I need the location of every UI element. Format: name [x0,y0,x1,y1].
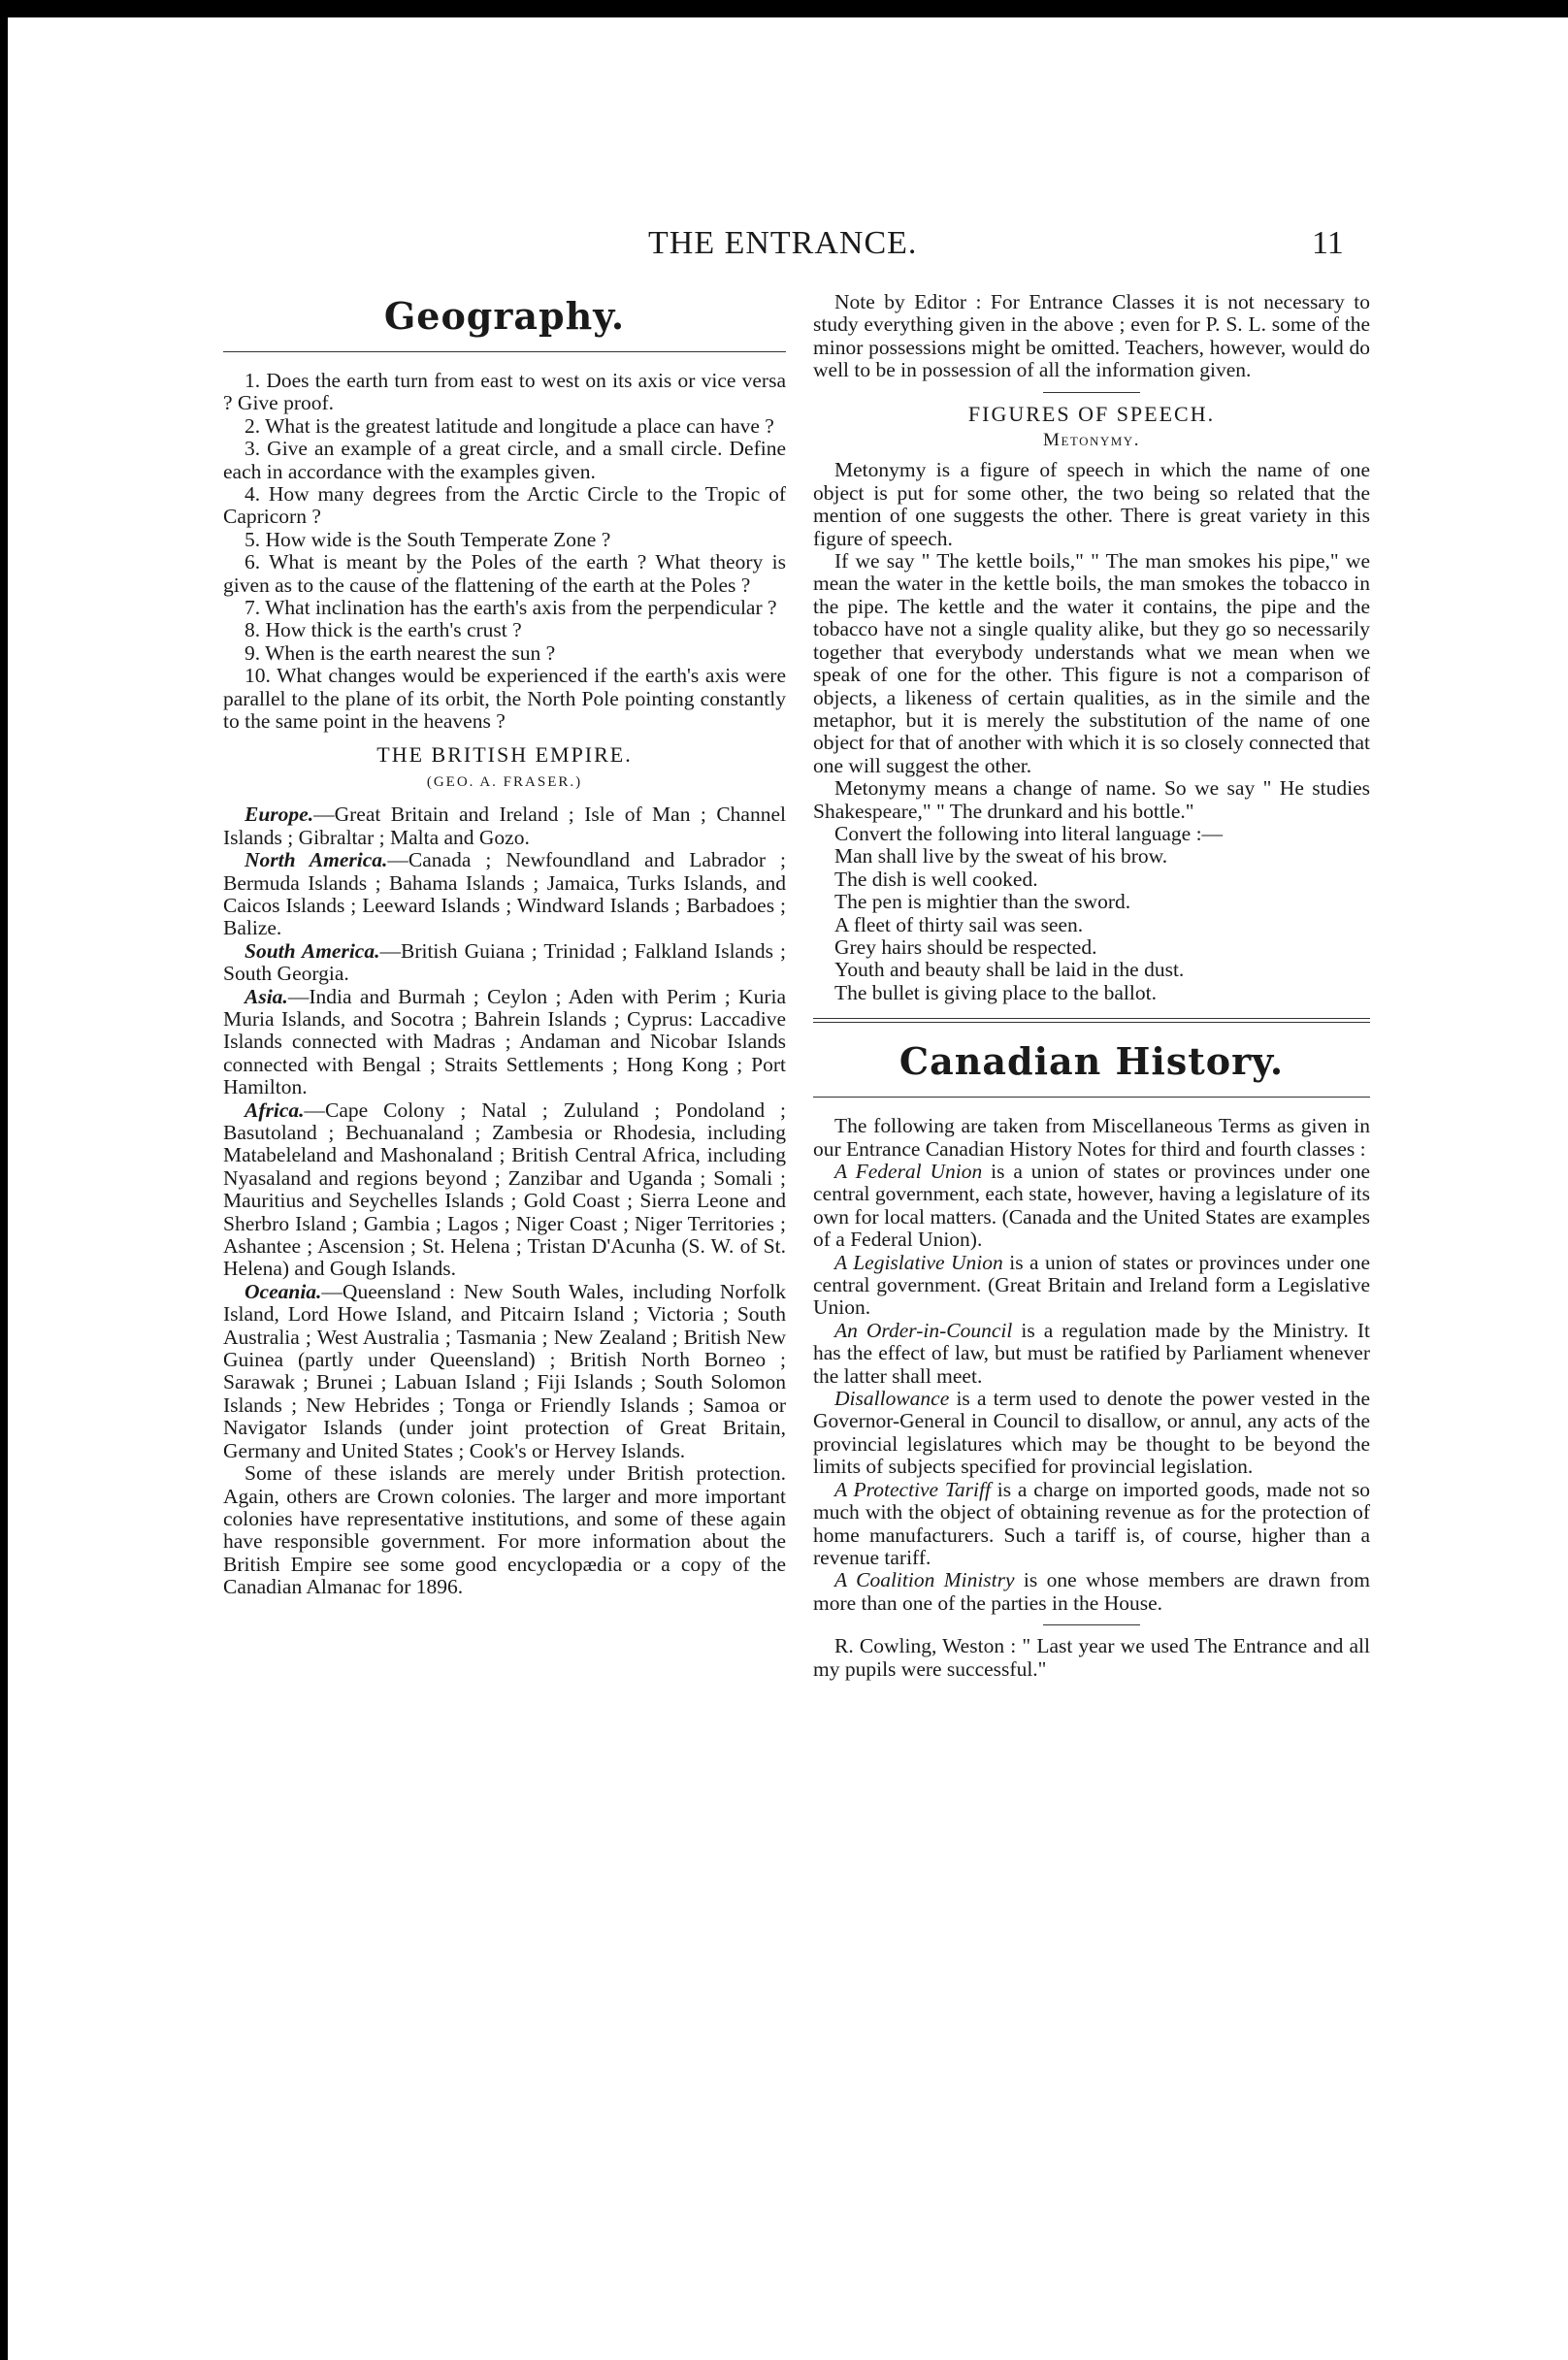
question-3: 3. Give an example of a great circle, and a small circle. Define each in accordance with the examples given. [223,437,786,483]
british-empire-author: (GEO. A. FRASER.) [426,773,583,790]
term-disallowance: Disallowance is a term used to denote the power vested in the Governor-General in Council to disallow, or annul, any acts of the provincial legislatures which may be thought to be beyond the limits of subjects specified for provincial legislation. [813,1387,1370,1479]
exercise-sentence: Man shall live by the sweat of his brow. [834,844,1168,869]
metonymy-definition: Metonymy is a figure of speech in which the name of one object is put for some other, the two being so related that the mention of one suggests the other. There is great variety in this figure of speech. [813,458,1370,550]
term-coalition-ministry: A Coalition Ministry is one whose members are drawn from more than one of the parties in the House. [813,1568,1370,1615]
region-asia: Asia.—India and Burmah ; Ceylon ; Aden with Perim ; Kuria Muria Islands, and Socotra ; Bahrein Islands ; Cyprus: Laccadive Islands connected with Madras ; Andaman and Nicobar Islands connected with Bengal ; Straits Settlements ; Hong Kong ; Port Hamilton. [223,984,786,1099]
exercise-sentence: Grey hairs should be respected. [834,934,1097,959]
left-column [223,291,786,1599]
empire-closing: Some of these islands are merely under British protection. Again, others are Crown colonies. The larger and more important colonies have representative institutions, and some of these again have responsible government. For more information about the British Empire see some good encyclopædia or a copy of the Canadian Almanac for 1896. [223,1461,786,1599]
metonymy-heading: Metonymy. [1043,430,1140,451]
term-federal-union: A Federal Union is a union of states or provinces under one central government, each state, however, having a legislature of its own for local matters. (Canada and the United States are examples of a Federal Union). [813,1160,1370,1252]
exercise-sentence: The bullet is giving place to the ballot. [834,980,1157,1004]
exercise-instruction: Convert the following into literal language :— [834,821,1224,845]
region-oceania: Oceania.—Queensland : New South Wales, including Norfolk Island, Lord Howe Island, and Pitcairn Island ; Victoria ; South Australia ; West Australia ; Tasmania ; New Zealand ; British New Guinea (partly under Queensland) ; British North Borneo ; Sarawak ; Brunei ; Labuan Island ; Fiji Islands ; South Solomon Islands ; New Hebrides ; Tonga or Friendly Islands ; Samoa or Navigator Islands (under joint protection of Great Britain, Germany and United States ; Cook's or Hervey Islands. [223,1279,786,1462]
question-9: 9. When is the earth nearest the sun ? [245,640,556,665]
metonymy-meaning: Metonymy means a change of name. So we say " He studies Shakespeare," " The drunkard and his bottle." [813,776,1370,823]
divider [1043,1624,1140,1625]
exercise-sentence: Youth and beauty shall be laid in the dust. [834,958,1185,982]
region-south-america: South America.—British Guiana ; Trinidad ; Falkland Islands ; South Georgia. [223,938,786,986]
question-2: 2. What is the greatest latitude and longitude a place can have ? [245,413,774,438]
page-number: 11 [1312,225,1344,261]
divider [1043,392,1140,393]
question-1: 1. Does the earth turn from east to west on its axis or vice versa ? Give proof. [223,369,786,415]
exercise-sentence: The dish is well cooked. [834,867,1038,891]
editor-note: Note by Editor : For Entrance Classes it is not necessary to study everything given in the above ; even for P. S. L. some of the minor possessions might be omitted. Teachers, however, would do well to be in possession of all the information given. [813,290,1370,382]
testimonial: R. Cowling, Weston : " Last year we used The Entrance and all my pupils were successful." [813,1634,1370,1681]
question-10: 10. What changes would be experienced if the earth's axis were parallel to the plane of its orbit, the North Pole pointing constantly to the same point in the heavens ? [223,664,786,734]
question-7: 7. What inclination has the earth's axis from the perpendicular ? [245,596,777,620]
history-intro: The following are taken from Miscellaneous Terms as given in our Entrance Canadian History Notes for third and fourth classes : [813,1114,1370,1161]
canadian-history-heading: Canadian History. [898,1039,1285,1084]
term-order-in-council: An Order-in-Council is a regulation made by the Ministry. It has the effect of law, but must be ratified by Parliament whenever the latter shall meet. [813,1318,1370,1388]
divider [223,351,786,352]
figures-heading: FIGURES OF SPEECH. [967,401,1216,426]
british-empire-heading: THE BRITISH EMPIRE. [376,741,633,767]
term-legislative-union: A Legislative Union is a union of states or provinces under one central government. (Great Britain and Ireland form a Legislative Union. [813,1250,1370,1320]
exercise-sentence: A fleet of thirty sail was seen. [834,912,1084,936]
right-column [813,291,1370,1681]
region-africa: Africa.—Cape Colony ; Natal ; Zululand ; Pondoland ; Basutoland ; Bechuanaland ; Zambesia or Rhodesia, including Matabeleland and Mashonaland ; British Central Africa, including Nyasaland and regions beyond ; Zanzibar and Uganda ; Somali ; Mauritius and Seychelles Islands ; Gold Coast ; Sierra Leone and Sherbro Island ; Gambia ; Lagos ; Niger Coast ; Niger Territories ; Ashantee ; Ascension ; St. Helena ; Tristan D'Acunha (S. W. of St. Helena) and Gough Islands. [223,1098,786,1281]
question-5: 5. How wide is the South Temperate Zone ? [245,527,611,551]
question-4: 4. How many degrees from the Arctic Circle to the Tropic of Capricorn ? [223,482,786,529]
exercise-sentence: The pen is mightier than the sword. [834,890,1131,914]
region-europe: Europe.—Great Britain and Ireland ; Isle of Man ; Channel Islands ; Gibraltar ; Malta and Gozo. [223,803,786,849]
double-divider [813,1018,1370,1023]
term-protective-tariff: A Protective Tariff is a charge on imported goods, made not so much with the object of obtaining revenue as for the protection of home manufacturers. Such a tariff is, of course, higher than a revenue tariff. [813,1477,1371,1569]
question-6: 6. What is meant by the Poles of the earth ? What theory is given as to the cause of the flattening of the earth at the Poles ? [223,550,786,597]
divider [813,1097,1370,1098]
metonymy-example: If we say " The kettle boils," " The man smokes his pipe," we mean the water in the kettle boils, the man smokes the tobacco in the pipe. The kettle and the water it contains, the pipe and the tobacco have not a single quality alike, but they go so necessarily together that everybody understands what we mean when we speak of one for the other. This figure is not a comparison of objects, a likeness of certain qualities, as in the simile and the metaphor, but it is merely the substitution of the name of one object for that of another with which it is so closely connected that one will suggest the other. [813,549,1370,777]
geography-heading: Geography. [383,294,626,338]
running-head: THE ENTRANCE. [648,225,918,261]
question-8: 8. How thick is the earth's crust ? [245,618,522,642]
region-north-america: North America.—Canada ; Newfoundland and Labrador ; Bermuda Islands ; Bahama Islands ; Jamaica, Turks Islands, and Caicos Islands ; Leeward Islands ; Windward Islands ; Barbadoes ; Balize. [223,848,786,940]
